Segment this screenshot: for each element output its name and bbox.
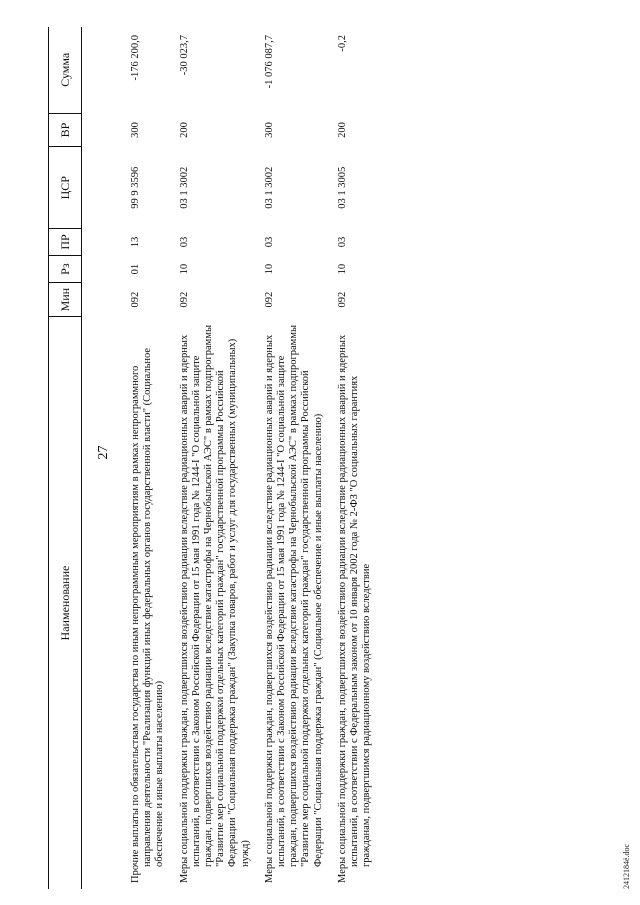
table-row xyxy=(82,27,167,889)
row-rz: 10 xyxy=(178,263,190,275)
column-header-pr: ПР xyxy=(49,228,82,255)
row-csr: 03 1 3002 xyxy=(263,166,275,209)
row-name: Меры социальной поддержки граждан, подвергшихся воздействию радиации вследствие радиационных аварий и ядерных испытаний, в соответствии с Федеральным законом от 10 января 2002 года № 2-ФЗ "О социальных гарантиях гражданам, подвергшимся радиационному воздействию вследствие xyxy=(336,334,373,883)
row-rz: 01 xyxy=(130,263,141,275)
row-rz: 10 xyxy=(336,263,348,275)
row-sum: -0,2 xyxy=(336,35,348,52)
row-pr: 03 xyxy=(263,236,275,248)
row-name: Меры социальной поддержки граждан, подвергшихся воздействию радиации вследствие радиационных аварий и ядерных испытаний, в соответствии с Законом Российской Федерации от 15 мая 1991 года № 1244-I "О социальной защите граждан, подвергшихся воздействию радиации вследствие катастрофы на Чернобыльской АЭС" в рамках подпрограммы "Развитие мер социальной поддержки отдельных категорий граждан" государственной программы Российской Федерации "Социальная поддержка граждан" (Социальное обеспечение и иные выплаты населению) xyxy=(263,324,324,883)
row-sum: -176 200,0 xyxy=(130,35,141,81)
table-header-row xyxy=(49,27,82,889)
row-vr: 300 xyxy=(130,122,141,138)
row-min: 092 xyxy=(130,291,141,308)
row-min: 092 xyxy=(178,291,190,308)
row-csr: 03 1 3002 xyxy=(178,166,190,209)
row-pr: 13 xyxy=(130,236,141,248)
row-sum: -1 076 087,7 xyxy=(263,35,275,89)
row-pr: 03 xyxy=(178,236,190,248)
row-min: 092 xyxy=(336,291,348,308)
row-min: 092 xyxy=(263,291,275,308)
column-header-csr: ЦСР xyxy=(49,147,82,228)
column-header-vr: ВР xyxy=(49,113,82,147)
row-vr: 200 xyxy=(178,122,190,138)
row-vr: 300 xyxy=(263,122,275,138)
column-header-name: Наименование xyxy=(49,317,82,889)
row-sum: -30 023,7 xyxy=(178,35,190,76)
document-filename: 2412184ё.doc xyxy=(622,843,631,889)
table-row xyxy=(325,27,374,889)
row-rz: 10 xyxy=(263,263,275,275)
row-name: Меры социальной поддержки граждан, подвергшихся воздействию радиации вследствие радиационных аварий и ядерных испытаний, в соответствии с Законом Российской Федерации от 15 мая 1991 года № 1244-I "О социальной защите граждан, подвергшихся воздействию радиации вследствие катастрофы на Чернобыльской АЭС" в рамках подпрограммы "Развитие мер социальной поддержки отдельных категорий граждан" государственной программы Российской Федерации "Социальная поддержка граждан" (Закупка товаров, работ и услуг для государственных (муниципальных) нужд) xyxy=(178,324,251,883)
column-header-sum: Сумма xyxy=(49,27,82,113)
row-name: Прочие выплаты по обязательствам государства по иным непрограммным мероприятиям в рамках непрограммного направления деятельности "Реализация функций иных федеральных органов государственной власти" (Социальное обеспечение и иные выплаты населению) xyxy=(130,347,166,883)
column-header-rz: Рз xyxy=(49,256,82,283)
table-row xyxy=(167,27,252,889)
budget-table xyxy=(48,27,373,889)
page-number: 27 xyxy=(96,445,111,460)
row-csr: 99 9 3596 xyxy=(130,166,141,209)
column-header-min: Мин xyxy=(49,283,82,317)
table-row xyxy=(252,27,325,889)
row-csr: 03 1 3005 xyxy=(336,166,348,209)
row-vr: 200 xyxy=(336,122,348,138)
row-pr: 03 xyxy=(336,236,348,248)
